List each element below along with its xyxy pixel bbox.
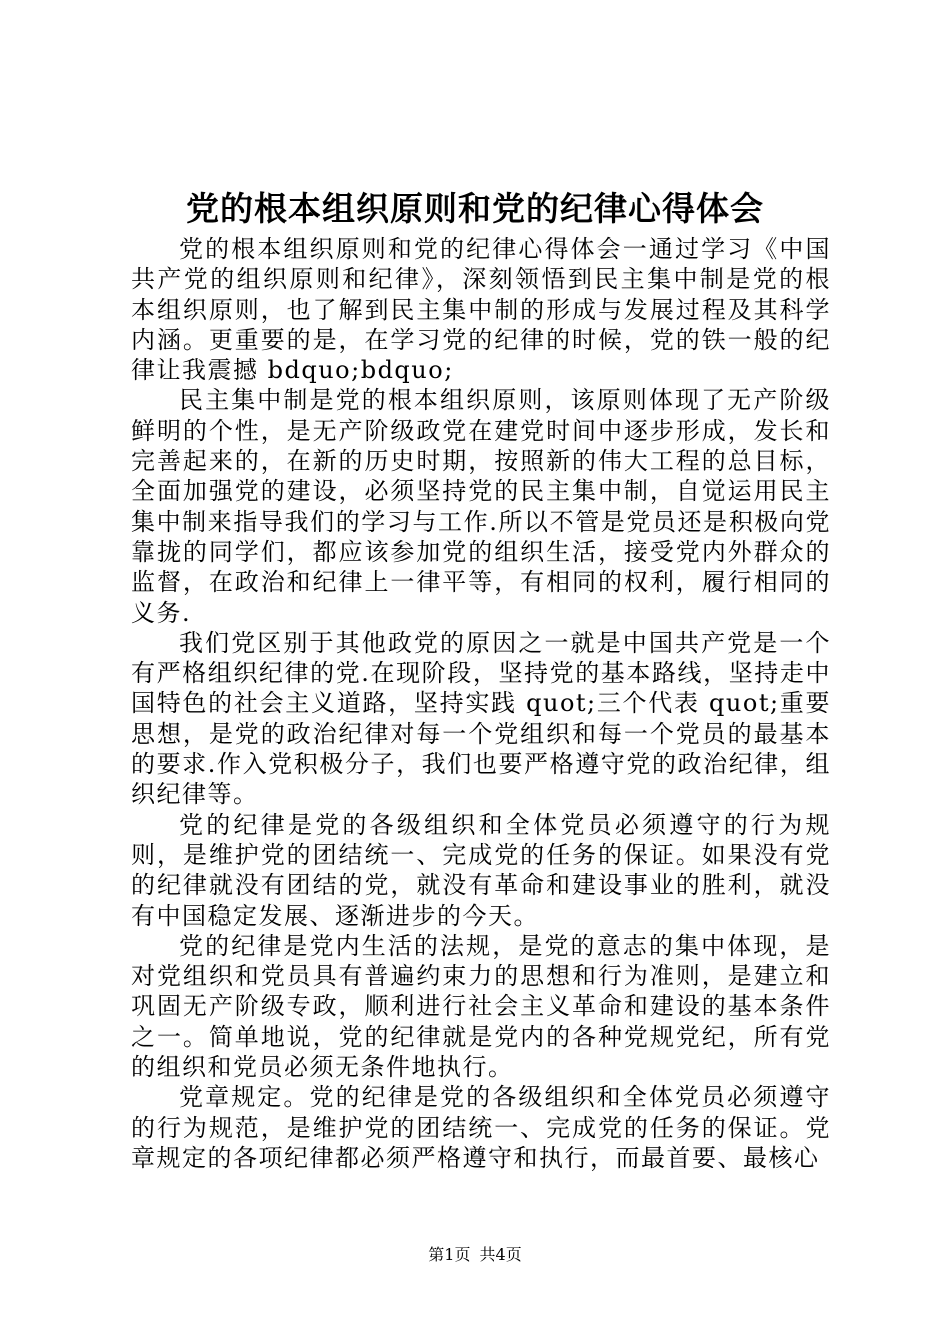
paragraph: 党的纪律是党的各级组织和全体党员必须遵守的行为规则，是维护党的团结统一、完成党的任务的保证。如果没有党的纪律就没有团结的党，就没有革命和建设事业的胜利，就没有中国稳定发展、逐渐进步的今天。 xyxy=(131,810,831,930)
current-page-indicator: 第1页 xyxy=(428,1245,471,1264)
document-title: 党的根本组织原则和党的纪律心得体会 xyxy=(186,189,764,228)
document-body xyxy=(131,234,831,1173)
total-pages-indicator: 共4页 xyxy=(479,1245,522,1264)
paragraph: 党的纪律是党内生活的法规，是党的意志的集中体现，是对党组织和党员具有普遍约束力的思想和行为准则，是建立和巩固无产阶级专政，顺利进行社会主义革命和建设的基本条件之一。简单地说，党的纪律就是党内的各种党规党纪，所有党的组织和党员必须无条件地执行。 xyxy=(131,931,831,1082)
paragraph: 我们党区别于其他政党的原因之一就是中国共产党是一个有严格组织纪律的党.在现阶段，坚持党的基本路线，坚持走中国特色的社会主义道路，坚持实践 quot;三个代表 quot;重要思想，是党的政治纪律对每一个党组织和每一个党员的最基本的要求.作入党积极分子，我们也要严格遵守党的政治纪律，组织纪律等。 xyxy=(131,628,831,809)
page-footer xyxy=(0,1243,950,1267)
paragraph: 党章规定。党的纪律是党的各级组织和全体党员必须遵守的行为规范，是维护党的团结统一、完成党的任务的保证。党章规定的各项纪律都必须严格遵守和执行，而最首要、最核心 xyxy=(131,1083,831,1172)
paragraph: 党的根本组织原则和党的纪律心得体会一通过学习《中国共产党的组织原则和纪律》，深刻领悟到民主集中制是党的根本组织原则，也了解到民主集中制的形成与发展过程及其科学内涵。更重要的是，在学习党的纪律的时候，党的铁一般的纪律让我震撼 bdquo;bdquo; xyxy=(131,235,831,385)
paragraph: 民主集中制是党的根本组织原则，该原则体现了无产阶级鲜明的个性，是无产阶级政党在建党时间中逐步形成，发长和完善起来的，在新的历史时期，按照新的伟大工程的总目标，全面加强党的建设，必须坚持党的民主集中制，自觉运用民主集中制来指导我们的学习与工作.所以不管是党员还是积极向党靠拢的同学们，都应该参加党的组织生活，接受党内外群众的监督，在政治和纪律上一律平等，有相同的权利，履行相同的义务. xyxy=(131,386,831,627)
